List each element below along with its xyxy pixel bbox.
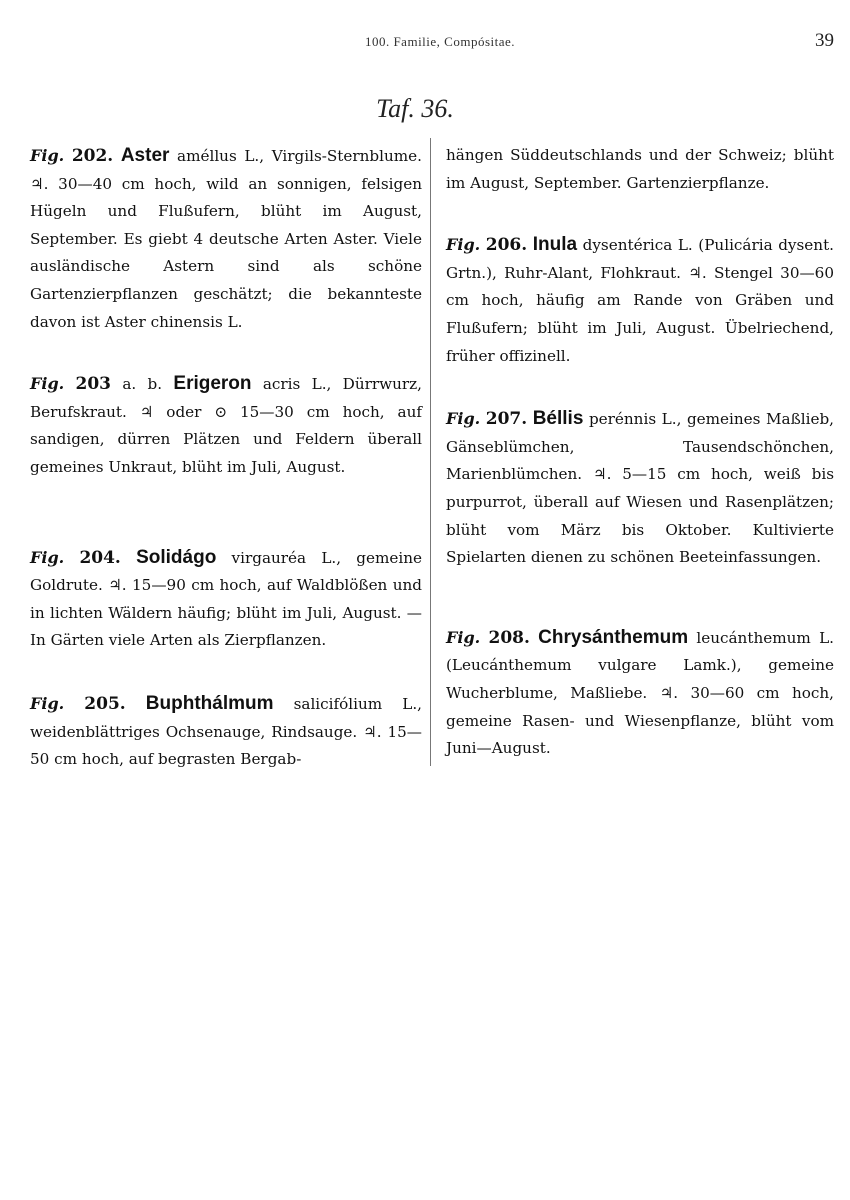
fig-number: 202. (71, 146, 114, 166)
fig-number: 207. (485, 409, 528, 430)
entry-fig-208 (446, 624, 834, 763)
fig-number: 203 (75, 374, 112, 395)
right-column (446, 142, 834, 763)
entry-fig-202 (30, 142, 422, 336)
figure-subparts: a. b. (111, 375, 174, 394)
genus-name: Buphthálmum (145, 692, 274, 714)
entry-text (446, 405, 834, 572)
entry-fig-207 (446, 405, 834, 572)
fig-number: 204. (79, 547, 121, 568)
entry-fig-206 (446, 231, 834, 370)
fig-number: 208. (488, 627, 530, 648)
spacer (30, 482, 422, 544)
fig-label: Fig. (30, 547, 65, 567)
left-column (30, 142, 422, 774)
entry-fig-203 (30, 370, 422, 481)
fig-label: Fig. (30, 146, 65, 165)
fig-label: Fig. (446, 235, 481, 255)
entry-continuation (446, 142, 834, 197)
entry-body: dysentérica L. (Pulicária dysent. Grtn.), Ruhr-Alant, Flohkraut. ♃. Stengel 30—60 cm hoch, häufig am Rande von Gräben und Flußufern; blüht im Juli, August. Übelriechend, früher offizinell. (446, 236, 835, 365)
page-number: 39 (815, 30, 834, 51)
entry-text (446, 624, 834, 763)
entry-body: perénnis L., gemeines Maßlieb, Gänseblümchen, Tausendschönchen, Marienblümchen. ♃. 5—15 cm hoch, weiß bis purpurrot, überall auf Wiesen und Rasenplätzen; blüht vom März bis Oktober. Kultivierte Spielarten dienen zu schönen Beeteinfassungen. (446, 410, 835, 567)
entry-body: améllus L., Virgils-Sternblume. ♃. 30—40 cm hoch, wild an sonnigen, felsigen Hügeln und Flußufern, blüht im August, September. Es giebt 4 deutsche Arten Aster. Viele ausländische Astern sind als schöne Gartenzierpflanzen geschätzt; die bekannteste davon ist Aster chinensis L. (30, 147, 422, 331)
fig-number: 205. (84, 693, 126, 714)
entry-fig-205 (30, 690, 422, 774)
fig-label: Fig. (30, 693, 65, 713)
genus-name: Béllis (532, 408, 584, 430)
entry-text (30, 370, 422, 481)
genus-name: Inula (532, 234, 578, 256)
page-header (0, 30, 850, 54)
fig-label: Fig. (446, 409, 481, 429)
entry-text (30, 544, 422, 655)
genus-name: Erigeron (173, 373, 252, 395)
entry-text (30, 690, 422, 774)
entry-text (30, 142, 422, 336)
spacer (446, 197, 834, 231)
entry-body: salicifólium L., weidenblättriges Ochsenauge, Rindsauge. ♃. 15—50 cm hoch, auf begrasten Bergab- (30, 694, 423, 769)
entry-body: leucánthemum L. (Leucánthemum vulgare Lamk.), gemeine Wucherblume, Maßliebe. ♃. 30—60 cm hoch, gemeine Rasen- und Wiesenpflanze, blüht vom Juni—August. (446, 628, 834, 758)
genus-name: Solidágo (136, 546, 217, 568)
entry-body: virgauréa L., gemeine Goldrute. ♃. 15—90 cm hoch, auf Waldblößen und in lichten Wäldern häufig; blüht im Juli, August. — In Gärten viele Arten als Zierpflanzen. (30, 548, 423, 650)
column-divider (430, 138, 431, 766)
entry-fig-204 (30, 544, 422, 655)
continuation-text: hängen Süddeutschlands und der Schweiz; blüht im August, September. Gartenzierpflanze. (446, 146, 834, 192)
spacer (30, 655, 422, 690)
spacer (446, 370, 834, 405)
running-title: 100. Familie, Compósitae. (364, 34, 516, 49)
plate-title: Taf. 36. (376, 94, 454, 123)
spacer (30, 336, 422, 370)
fig-label: Fig. (30, 374, 65, 394)
fig-number: 206. (485, 235, 528, 256)
spacer (446, 572, 834, 624)
genus-name: Aster (120, 145, 170, 166)
genus-name: Chrysánthemum (538, 626, 689, 648)
fig-label: Fig. (446, 627, 481, 647)
entry-body: acris L., Dürrwurz, Berufskraut. ♃ oder ⊙ 15—30 cm hoch, auf sandigen, dürren Plätzen und Feldern überall gemeines Unkraut, blüht im Juli, August. (30, 375, 423, 476)
entry-text (446, 231, 834, 370)
